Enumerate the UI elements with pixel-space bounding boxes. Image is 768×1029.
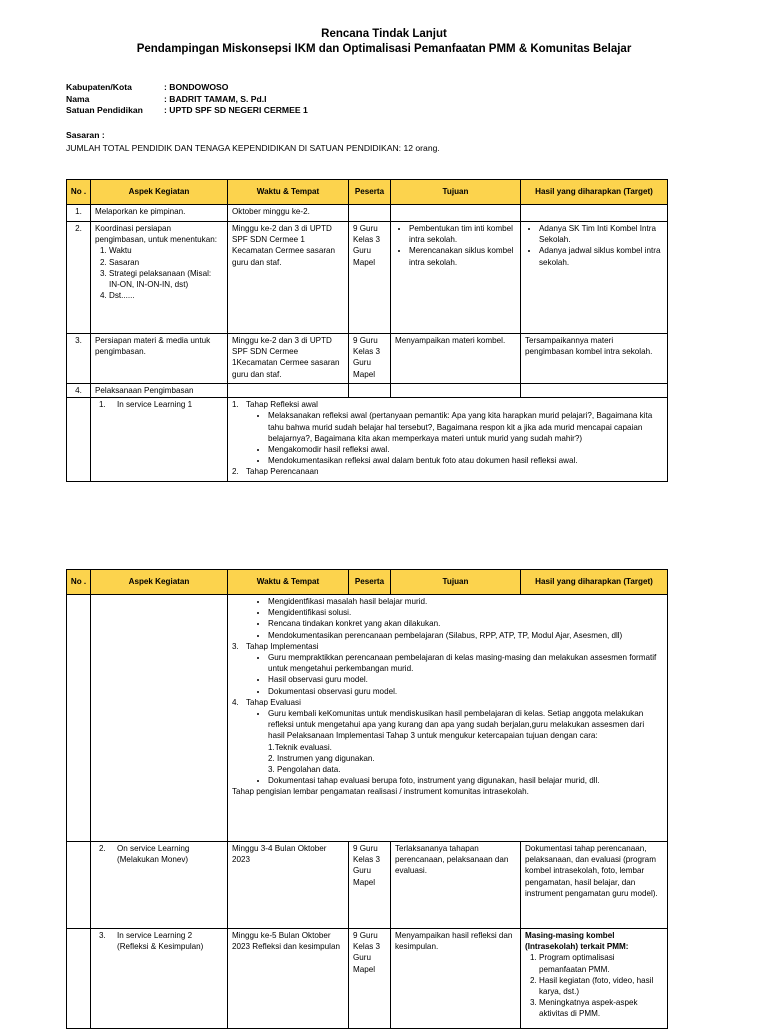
header-no: No . [67,570,91,595]
kab-label: Kabupaten/Kota [66,82,132,92]
kab-value: : BONDOWOSO [164,82,229,92]
aspek-list [95,245,223,301]
satuan-value: : UPTD SPF SD NEGERI CERMEE 1 [164,105,308,115]
list-item: • Mendokumentasikan perencanaan pembelajaran (Silabus, RPP, ATP, TP, Modul Ajar, Asesmen, dll) [268,630,663,641]
list-item: 2. Sasaran [109,257,223,268]
list-item: • Guru mempraktikkan perencanaan pembelajaran di kelas masing-masing dan melakukan assesmen formatif untuk mengetahui perkembangan murid. [268,652,663,674]
plan-table-2 [66,569,668,1029]
list-item: • Adanya jadwal siklus kombel intra sekolah. [539,245,663,267]
table-row: 1. Melaporkan ke pimpinan. Oktober minggu ke-2. [67,205,668,222]
header-waktu: Waktu & Tempat [228,570,349,595]
list-item: • Melaksanakan refleksi awal (pertanyaan pemantik: Apa yang kita harapkan murid pelajari?, Bagaimana kita tahu bahwa murid sudah belajar hal tersebut?, Bagaimana respon kit a jika ada murid mencapai capaian belajarnya?, Bagaimana kita akan memperkaya materi untuk murid yang sudah mahir?) [268,410,663,444]
header-hasil: Hasil yang diharapkan (Target) [521,180,668,205]
document-subtitle: Pendampingan Miskonsepsi IKM dan Optimalisasi Pemanfaatan PMM & Komunitas Belajar [136,43,632,55]
table-row: • Mengidentfikasi masalah hasil belajar murid. • Mengidentifikasi solusi. • Rencana tindakan konkret yang akan dilakukan. • Mendokumentasikan perencanaan pembelajaran (Silabus, RPP, ATP, TP, Modul Ajar, Asesmen, dll) 3. Tahap Implementasi • Guru mempraktikkan perencanaan pembelajaran di kelas masing-masing dan melakukan assesmen formatif untuk mengetahui perkembangan murid. • Hasil observasi guru model. • Dokumentasi observasi guru model. 4. Tahap Evaluasi • Guru kembali keKomunitas untuk mendiskusikan hasil pembelajaran di kelas. Setiap anggota melakukan refleksi untuk mengetahui apa yang kurang dan apa yang sudah berjalan,guru melakukan assesmen dari hasil Pelaksanaan Implementasi Tahap 3 untuk mengukur ketercapaian tujuan dengan cara: 1.Teknik evaluasi. 2. Instrumen yang digunakan. 3. Pengolahan data. • Dokumentasi tahap evaluasi berupa foto, instrument yang digunakan, hasil belajar murid, dll. Tahap pengisian lembar pengamatan realisasi / instrument komunitas intrasekolah. [67,595,668,842]
list-item: 4. Dst...... [109,290,223,301]
list-item: • Adanya SK Tim Inti Kombel Intra Sekolah. [539,223,663,245]
list-item: 3. Meningkatnya aspek-aspek aktivitas di PMM. [539,997,663,1019]
list-item: • Dokumentasi observasi guru model. [268,686,663,697]
footer-note: Tahap pengisian lembar pengamatan realisasi / instrument komunitas intrasekolah. [232,787,529,797]
nama-value: : BADRIT TAMAM, S. Pd.I [164,93,267,104]
header-aspek: Aspek Kegiatan [91,570,228,595]
list-item: • Mengakomodir hasil refleksi awal. [268,444,663,455]
table-row: 1. In service Learning 1 1. Tahap Refleksi awal • Melaksanakan refleksi awal (pertanyaan pemantik: Apa yang kita harapkan murid pelajari?, Bagaimana kita tahu bahwa murid sudah belajar hal tersebut?, Bagaimana respon kit a jika ada murid mencapai capaian belajarnya?, Bagaimana kita akan memperkaya materi untuk murid yang sudah mahir?) • Mengakomodir hasil refleksi awal. • Mendokumentasikan refleksi awal dalam bentuk foto atau dokumen hasil refleksi awal. 2. Tahap Perencanaan [67,398,668,482]
nama-label: Nama [66,93,90,104]
list-item: • Guru kembali keKomunitas untuk mendiskusikan hasil pembelajaran di kelas. Setiap anggota melakukan refleksi untuk mengetahui apa yang kurang dan apa yang sudah berjalan,guru melakukan assesmen dari hasil Pelaksanaan Implementasi Tahap 3 untuk mengukur ketercapaian tujuan dengan cara: 1.Teknik evaluasi. 2. Instrumen yang digunakan. 3. Pengolahan data. [268,708,663,775]
list-item: • Dokumentasi tahap evaluasi berupa foto, instrument yang digunakan, hasil belajar murid, dll. [268,775,663,786]
list-item: • Mengidentifikasi solusi. [268,607,663,618]
list-item: 2. Hasil kegiatan (foto, video, hasil karya, dst.) [539,975,663,997]
list-item: • Merencanakan siklus kombel intra sekolah. [409,245,516,267]
satuan-label: Satuan Pendidikan [66,105,143,115]
list-item: • Mendokumentasikan refleksi awal dalam bentuk foto atau dokumen hasil refleksi awal. [268,455,663,466]
header-peserta: Peserta [349,570,391,595]
identity-block [66,82,308,117]
list-item: 1. Program optimalisasi pemanfaatan PMM. [539,952,663,974]
table-row: 3. In service Learning 2 (Refleksi & Kesimpulan) Minggu ke-5 Bulan Oktober 2023 Refleksi dan kesimpulan 9 Guru Kelas 3 Guru Mapel Menyampaikan hasil refleksi dan kesimpulan. Masing-masing kombel (Intrasekolah) terkait PMM: 1. Program optimalisasi pemanfaatan PMM. 2. Hasil kegiatan (foto, video, hasil karya, dst.) 3. Meningkatnya aspek-aspek aktivitas di PMM. [67,929,668,1029]
table-row: 3. Persiapan materi & media untuk pengimbasan. Minggu ke-2 dan 3 di UPTD SPF SDN Cermee 1Kecamatan Cermee sasaran guru dan staf. 9 Guru Kelas 3 Guru Mapel Menyampaikan materi kombel. Tersampaikannya materi pengimbasan kombel intra sekolah. [67,334,668,384]
sasaran-label: Sasaran : [66,130,105,140]
table-header-row [67,570,668,595]
plan-table-1 [66,179,668,482]
header-hasil: Hasil yang diharapkan (Target) [521,570,668,595]
header-peserta: Peserta [349,180,391,205]
table-row: 2. On service Learning (Melakukan Monev) Minggu 3-4 Bulan Oktober 2023 9 Guru Kelas 3 Guru Mapel Terlaksananya tahapan perencanaan, pelaksanaan dan evaluasi. Dokumentasi tahap perencanaan, pelaksanaan, dan evaluasi (program kombel intrasekolah, foto, lembar pengamatan, hasil belajar, dan instrument pengamatan guru model). [67,842,668,929]
sasaran-text: JUMLAH TOTAL PENDIDIK DAN TENAGA KEPENDIDIKAN DI SATUAN PENDIDIKAN: 12 orang. [66,143,440,153]
header-waktu: Waktu & Tempat [228,180,349,205]
list-item: 1. Waktu [109,245,223,256]
header-tujuan: Tujuan [391,570,521,595]
list-item: 3. Strategi pelaksanaan (Misal: IN-ON, IN-ON-IN, dst) [109,268,223,290]
document-title: Rencana Tindak Lanjut [321,28,447,40]
table-header-row [67,180,668,205]
aspek-text: Koordinasi persiapan pengimbasan, untuk menentukan: [95,224,217,245]
header-tujuan: Tujuan [391,180,521,205]
list-item: • Rencana tindakan konkret yang akan dilakukan. [268,618,663,629]
list-item: • Mengidentfikasi masalah hasil belajar murid. [268,596,663,607]
list-item: • Pembentukan tim inti kombel intra sekolah. [409,223,516,245]
table-row: 2. Koordinasi persiapan pengimbasan, untuk menentukan: 1. Waktu 2. Sasaran 3. Strategi pelaksanaan (Misal: IN-ON, IN-ON-IN, dst) 4. Dst...... Minggu ke-2 dan 3 di UPTD SPF SDN Cermee 1 Kecamatan Cermee sasaran guru dan staf. 9 Guru Kelas 3 Guru Mapel • Pembentukan tim inti kombel intra sekolah. • Merencanakan siklus kombel intra sekolah. • Adanya SK Tim Inti Kombel Intra Sekolah. • Adanya jadwal siklus kombel intra sekolah. [67,222,668,334]
list-item: • Hasil observasi guru model. [268,674,663,685]
header-no: No . [67,180,91,205]
header-aspek: Aspek Kegiatan [91,180,228,205]
table-row: 4. Pelaksanaan Pengimbasan [67,384,668,398]
